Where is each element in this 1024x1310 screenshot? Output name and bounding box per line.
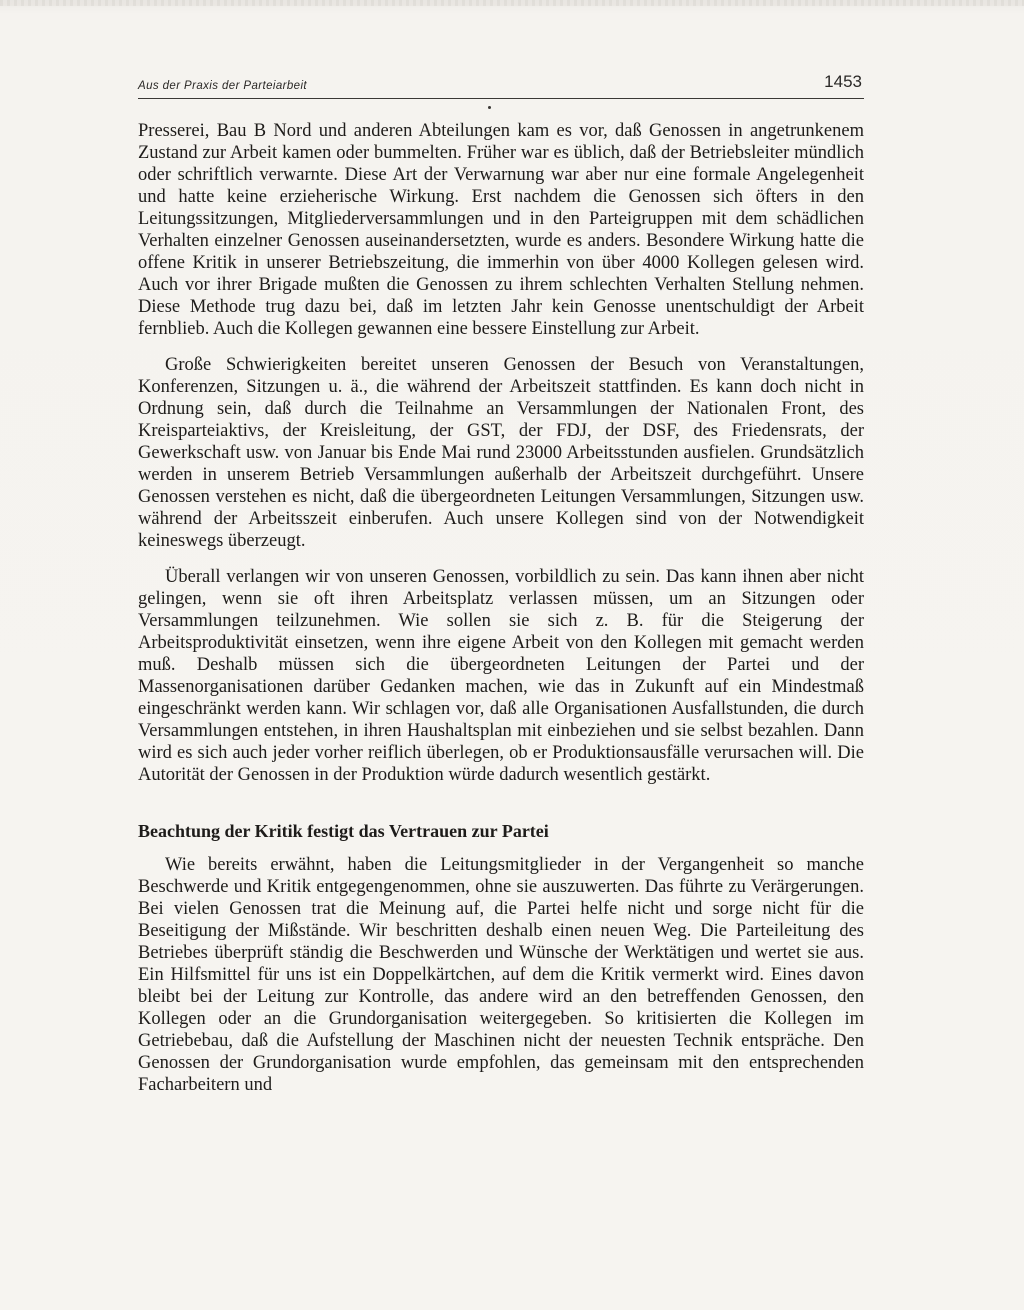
- section-heading: Beachtung der Kritik festigt das Vertrauen zur Partei: [138, 821, 549, 841]
- running-title: Aus der Praxis der Parteiarbeit: [138, 80, 307, 92]
- body-text: [138, 120, 864, 1096]
- paragraph: Presserei, Bau B Nord und anderen Abteilungen kam es vor, daß Genossen in angetrunkenem Zustand zur Arbeit kamen oder bummelten. Früher war es üblich, daß der Betriebsleiter mündlich oder schriftlich verwarnte. Diese Art der Verwarnung war aber nur eine formale Angelegenheit und hatte keine erzieherische Wirkung. Erst nachdem die Genossen sich öfters in den Leitungssitzungen, Mitgliederversammlungen und in den Parteigruppen mit dem schädlichen Verhalten einzelner Genossen auseinandersetzten, wurde es anders. Besondere Wirkung hatte die offene Kritik in unserer Betriebszeitung, die immerhin von über 4000 Kollegen gelesen wird. Auch vor ihrer Brigade mußten die Genossen zu ihrem schlechten Verhalten Stellung nehmen. Diese Methode trug dazu bei, daß im letzten Jahr kein Genosse unentschuldigt der Arbeit fernblieb. Auch die Kollegen gewannen eine bessere Einstellung zur Arbeit.: [138, 121, 864, 339]
- paragraph: Wie bereits erwähnt, haben die Leitungsmitglieder in der Vergangenheit so manche Beschwerde und Kritik entgegengenommen, ohne sie auszuwerten. Das führte zu Verärgerungen. Bei vielen Genossen trat die Meinung auf, die Partei helfe nicht und sorge nicht für die Beseitigung der Mißstände. Wir beschritten deshalb einen neuen Weg. Die Parteileitung des Betriebes überprüft ständig die Beschwerden und Wünsche der Werktätigen und wertet sie aus. Ein Hilfsmittel für uns ist ein Doppelkärtchen, auf dem die Kritik vermerkt wird. Eines davon bleibt bei der Leitung zur Kontrolle, das andere wird an den betreffenden Genossen, den Kollegen oder an die Grundorganisation weitergegeben. So kritisierten die Kollegen im Getriebebau, daß die Aufstellung der Maschinen nicht der neuesten Technik entspräche. Den Genossen der Grundorganisation wurde empfohlen, das gemeinsam mit den entsprechenden Facharbeitern und: [138, 855, 864, 1095]
- page-number: 1453: [824, 72, 862, 91]
- header-rule: [138, 98, 864, 99]
- running-header: [138, 72, 864, 98]
- paragraph: Große Schwierigkeiten bereitet unseren Genossen der Besuch von Veranstaltungen, Konferenzen, Sitzungen u. ä., die während der Arbeitszeit stattfinden. Es kann doch nicht in Ordnung sein, daß durch die Teilnahme an Versammlungen der Nationalen Front, des Kreisparteiaktivs, der Kreisleitung, der GST, der FDJ, der DSF, des Friedensrats, der Gewerkschaft usw. von Januar bis Ende Mai rund 23000 Arbeitsstunden ausfielen. Grundsätzlich werden in unserem Betrieb Versammlungen außerhalb der Arbeitszeit durchgeführt. Unsere Genossen verstehen es nicht, daß die übergeordneten Leitungen Versammlungen, Sitzungen usw. während der Arbeitsszeit einberufen. Auch unsere Kollegen sind von der Notwendigkeit keineswegs überzeugt.: [138, 355, 864, 551]
- print-speck: [488, 106, 491, 109]
- paragraph: Überall verlangen wir von unseren Genossen, vorbildlich zu sein. Das kann ihnen aber nicht gelingen, wenn sie oft ihren Arbeitsplatz verlassen müssen, um an Sitzungen oder Versammlungen teilzunehmen. Wie sollen sie sich z. B. für die Steigerung der Arbeitsproduktivität einsetzen, wenn ihre eigene Arbeit von den Kollegen mit gemacht werden muß. Deshalb müssen sich die übergeordneten Leitungen der Partei und der Massenorganisationen darüber Gedanken machen, wie das in Zukunft auf ein Mindestmaß eingeschränkt werden kann. Wir schlagen vor, daß alle Organisationen Ausfallstunden, die durch Versammlungen entstehen, in ihren Haushaltsplan mit einbeziehen und sie selbst bezahlen. Dann wird es sich auch jeder vorher reiflich überlegen, ob er Produktionsausfälle verursachen will. Die Autorität der Genossen in der Produktion würde dadurch wesentlich gestärkt.: [138, 567, 864, 785]
- page-top-edge: [0, 0, 1024, 6]
